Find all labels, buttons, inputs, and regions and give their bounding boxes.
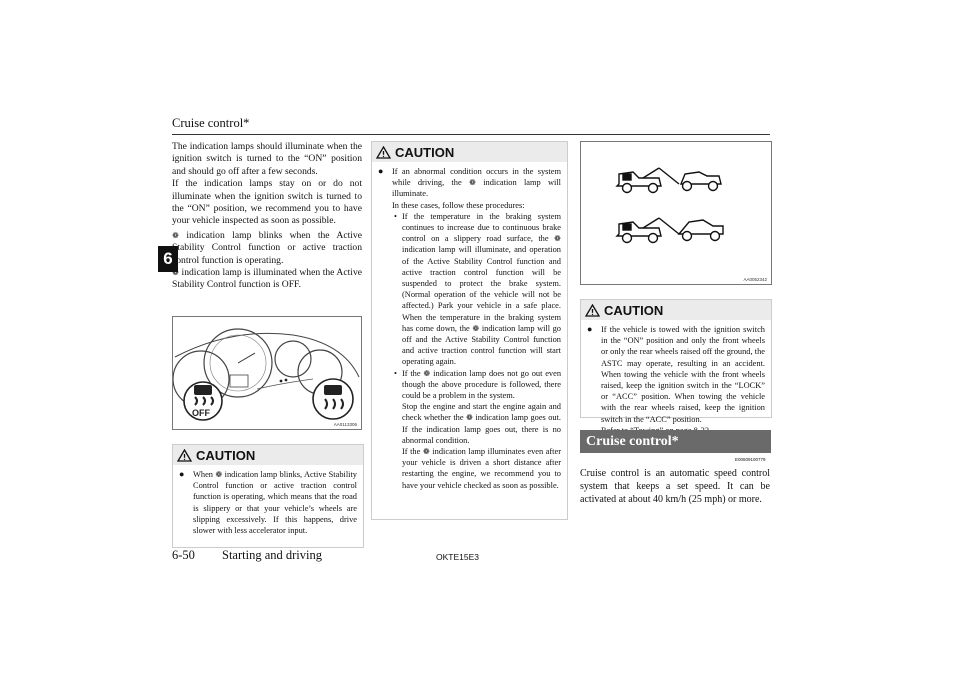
caution-body [372,162,567,497]
caution-box-right [580,299,772,424]
tow-truck-illustration [581,142,771,284]
off-label: OFF [192,408,210,418]
sub-bullet: • [394,368,397,378]
caution-body [173,465,363,542]
caution-title: CAUTION [395,144,455,160]
bullet-icon: ● [378,166,384,176]
caution-header [173,445,363,465]
intro-paragraph: The indication lamps should illuminate when the ignition switch is turned to the “ON” position and should go off after a few seconds. [172,141,362,177]
warning-triangle-icon [376,146,391,159]
figure-id: AA0052342 [743,277,767,282]
tow-truck-top [617,168,721,193]
running-header: Cruise control* [172,116,250,130]
blink-paragraph: ❁ indication lamp blinks when the Active Stability Control function or active traction control function is operating. [172,229,362,266]
sub-item: • If the temperature in the braking system continues to increase due to continuous brake control on a slippery road surface, the ❁ indication lamp will illuminate, and operation of the Active Stability Control function and active traction control function will be suspended to protect the brake system. (Normal operation of the vehicle will not be affected.) Park your vehicle in a safe place. When the temperature in the braking system has come down, the ❁ indication lamp will go off and the Active Stability Control function and active traction control function will start operating again. [394,211,561,367]
chapter-name: Starting and driving [222,548,322,562]
instrument-cluster-figure [172,316,362,430]
bullet-icon: ● [179,469,185,479]
bullet-icon: ● [587,324,593,334]
cruise-control-body: Cruise control is an automatic speed control system that keeps a set speed. It can be activated at about 40 km/h (25 mph) or more. [580,468,770,505]
document-code: OKTE15E3 [436,552,479,562]
caution-item: ● If the vehicle is towed with the ignition switch in the “ON” position and only the front wheels or only the rear wheels raised off the ground, the ASTC may operate, resulting in an accident. When towing the vehicle with the front wheels raised, keep the ignition switch in the “LOCK” or “ACC” position. When towing the vehicle with the rear wheels raised, keep the ignition switch in the “ACC” position. [587,324,765,436]
header-rule [172,134,770,135]
caution-item: ● If an abnormal condition occurs in the system while driving, the ❁ indication lamp will illuminate. In these cases, follow these procedures: • If the temperature in the braking system continues to increase due to continuous brake control on a slippery road surface, the ❁ indication lamp will illuminate, and operation of the Active Stability Control function and active traction control function will be suspended to protect the brake system. (Normal operation of the vehicle will not be affected.) Park your vehicle in a safe place. When the temperature in the braking system has come down, the ❁ indication lamp will go off and the Active Stability Control function and active traction control function will start operating again. • If the ❁ indication lamp does not go out even though the above procedure is followed, there could be a problem in the system. Stop the engine and start the engine again and check whether the ❁ indication lamp goes out. If the indication lamp goes out, there is no abnormal condition. If the ❁ indication lamp illuminates even after your vehicle is driven a short distance after restarting the engine, we recommend you to have your vehicle checked as soon as possible. [378,166,562,490]
vehicle-skid-icon: ❁ [422,447,430,457]
tow-truck-bottom [617,218,723,243]
caution-item: ● When ❁ indication lamp blinks, Active Stability Control function or active traction control function is operating, which means that the road is slippery or that your vehicle’s wheels are slipping excessively. If this happens, drive slower with less accelerator input. [179,469,357,536]
caution-header [581,300,771,320]
caution-title: CAUTION [604,302,664,318]
page-number: 6-50 [172,548,195,562]
figure-id: AA0113306 [333,422,357,427]
caution-box-left [172,444,364,548]
vehicle-skid-icon: ❁ [554,234,561,244]
section-id: E00609100779 [735,457,766,462]
vehicle-skid-icon: ❁ [469,178,476,188]
vehicle-skid-icon: ❁ [466,413,473,423]
off-paragraph: ❁ indication lamp is illuminated when the Active Stability Control function is OFF. [172,267,362,291]
caution-header [372,142,567,162]
inspection-paragraph: If the indication lamps stay on or do not illuminate when the ignition switch is turned to the “ON” position, we recommend you to have your vehicle inspected as soon as possible. [172,178,362,227]
caution-body [581,320,771,442]
cluster-illustration [173,317,361,429]
caution-title: CAUTION [196,447,256,463]
towing-figure [580,141,772,285]
warning-triangle-icon [177,449,192,462]
section-heading: Cruise control* [580,430,771,453]
vehicle-skid-off-icon: ❁ [172,268,179,278]
sub-bullet: • [394,211,397,221]
warning-triangle-icon [585,304,600,317]
vehicle-skid-icon: ❁ [172,230,179,240]
vehicle-skid-icon: ❁ [423,368,431,378]
vehicle-skid-icon: ❁ [472,323,480,333]
left-column [172,141,362,292]
chapter-tab: 6 [158,246,178,272]
sub-item: • If the ❁ indication lamp does not go out even though the above procedure is followed, there could be a problem in the system. Stop the engine and start the engine again and check whether the ❁ indication lamp goes out. If the indication lamp goes out, there is no abnormal condition. If the ❁ indication lamp illuminates even after your vehicle is driven a short distance after restarting the engine, we recommend you to have your vehicle checked as soon as possible. [394,368,562,490]
vehicle-skid-icon: ❁ [215,470,223,479]
caution-box-middle [371,141,568,520]
